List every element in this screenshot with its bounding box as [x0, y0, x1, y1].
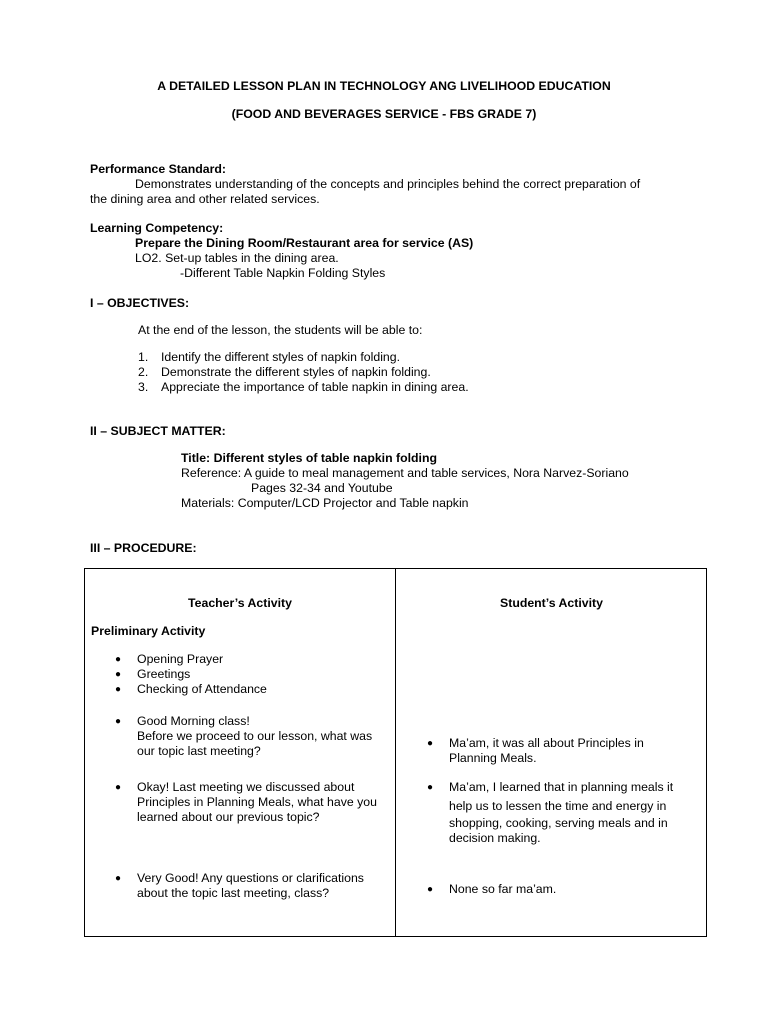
bullet-icon: ●	[115, 873, 122, 884]
objective-number: 2.	[138, 365, 149, 379]
objective-number: 3.	[138, 380, 149, 394]
bullet-icon: ●	[427, 738, 434, 749]
procedure-heading: III – PROCEDURE:	[90, 541, 197, 555]
prelim-item: Checking of Attendance	[137, 682, 267, 696]
objectives-intro: At the end of the lesson, the students will be able to:	[138, 323, 423, 337]
student-line: Ma’am, it was all about Principles in	[449, 736, 644, 750]
student-line: help us to lessen the time and energy in	[449, 799, 667, 813]
bullet-icon: ●	[115, 654, 122, 665]
performance-standard-text-line2: the dining area and other related services.	[90, 192, 320, 206]
bullet-icon: ●	[115, 716, 122, 727]
bullet-icon: ●	[115, 684, 122, 695]
objectives-heading: I – OBJECTIVES:	[90, 296, 190, 310]
teacher-line: Before we proceed to our lesson, what was	[137, 729, 373, 743]
subject-matter-pages: Pages 32-34 and Youtube	[251, 481, 393, 495]
objective-item	[138, 350, 400, 365]
student-line: None so far ma’am.	[449, 882, 557, 896]
objective-item	[138, 365, 431, 380]
objective-item	[138, 380, 469, 395]
subject-matter-materials: Materials: Computer/LCD Projector and Table napkin	[181, 496, 469, 510]
bullet-icon: ●	[427, 884, 434, 895]
table-column-divider	[395, 568, 396, 937]
preliminary-activity-label: Preliminary Activity	[91, 624, 206, 638]
objective-text: Appreciate the importance of table napkin in dining area.	[161, 380, 469, 394]
bullet-icon: ●	[427, 782, 434, 793]
performance-standard-text-line1: Demonstrates understanding of the concepts and principles behind the correct preparation of	[135, 177, 641, 191]
document-subtitle: (FOOD AND BEVERAGES SERVICE - FBS GRADE 7)	[231, 107, 537, 121]
student-activity-header: Student’s Activity	[500, 596, 603, 610]
objective-text: Demonstrate the different styles of napkin folding.	[161, 365, 431, 379]
student-line: Planning Meals.	[449, 751, 537, 765]
subject-matter-reference: Reference: A guide to meal management and table services, Nora Narvez-Soriano	[181, 466, 629, 480]
teacher-line: our topic last meeting?	[137, 744, 261, 758]
learning-competency-line3: -Different Table Napkin Folding Styles	[180, 266, 386, 280]
learning-competency-heading: Learning Competency:	[90, 221, 224, 235]
prelim-item: Opening Prayer	[137, 652, 224, 666]
bullet-icon: ●	[115, 669, 122, 680]
learning-competency-line1: Prepare the Dining Room/Restaurant area for service (AS)	[135, 236, 474, 250]
teacher-line: Principles in Planning Meals, what have you	[137, 795, 377, 809]
teacher-line: Very Good! Any questions or clarifications	[137, 871, 364, 885]
document-title: A DETAILED LESSON PLAN IN TECHNOLOGY ANG LIVELIHOOD EDUCATION	[157, 79, 611, 93]
teacher-line: about the topic last meeting, class?	[137, 886, 330, 900]
teacher-line: Good Morning class!	[137, 714, 250, 728]
subject-matter-heading: II – SUBJECT MATTER:	[90, 424, 226, 438]
student-line: Ma’am, I learned that in planning meals it	[449, 780, 674, 794]
subject-matter-title: Title: Different styles of table napkin folding	[181, 451, 437, 465]
learning-competency-line2: LO2. Set-up tables in the dining area.	[135, 251, 339, 265]
performance-standard-heading: Performance Standard:	[90, 162, 226, 176]
objective-number: 1.	[138, 350, 149, 364]
teacher-line: Okay! Last meeting we discussed about	[137, 780, 355, 794]
prelim-item: Greetings	[137, 667, 191, 681]
bullet-icon: ●	[115, 782, 122, 793]
student-line: shopping, cooking, serving meals and in	[449, 816, 668, 830]
teacher-activity-header: Teacher’s Activity	[188, 596, 292, 610]
student-line: decision making.	[449, 831, 541, 845]
objective-text: Identify the different styles of napkin folding.	[161, 350, 401, 364]
teacher-line: learned about our previous topic?	[137, 810, 320, 824]
